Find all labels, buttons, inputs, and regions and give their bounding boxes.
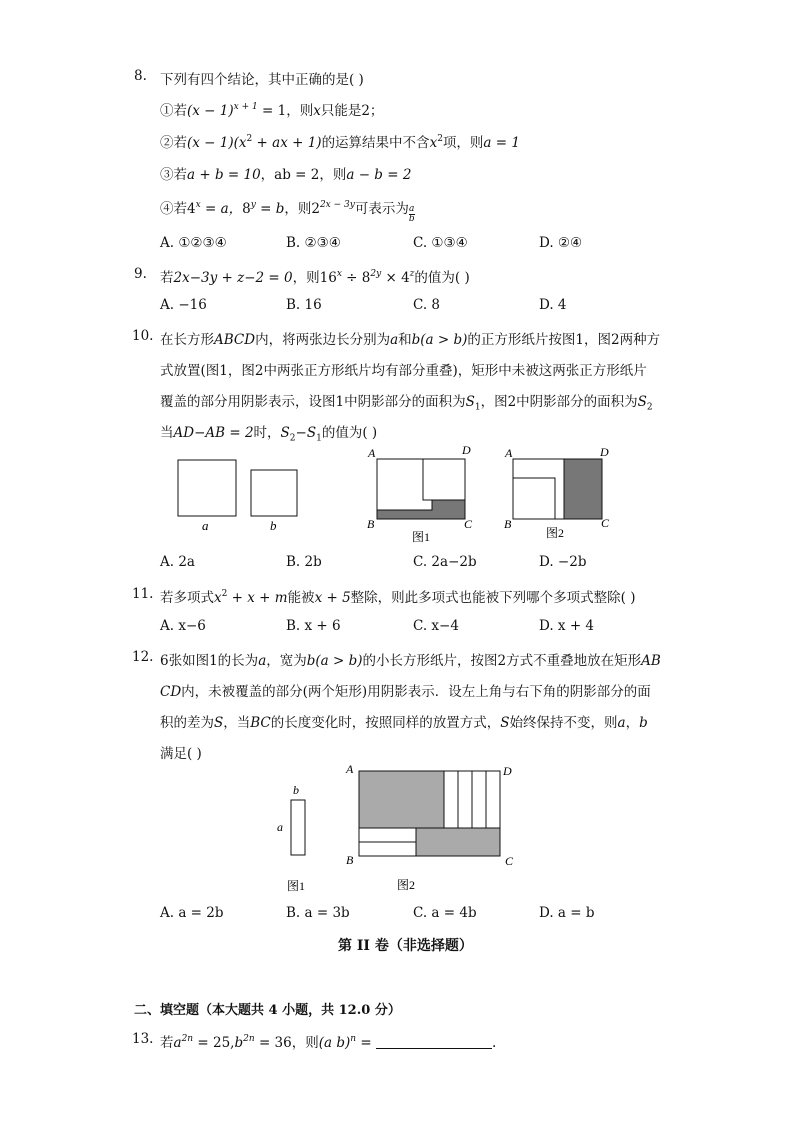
q12-fig2-caption: 图2: [397, 878, 416, 892]
q12-line-3: 积的差为S，当BC的长度变化时，按照同样的放置方式，S始终保持不变，则a，b: [160, 715, 648, 731]
q12-line-1: 6张如图1的长为a，宽为b(a > b)的小长方形纸片，按图2方式不重叠地放在矩形AB: [160, 653, 661, 669]
svg-text:D: D: [600, 445, 609, 459]
svg-text:A: A: [368, 446, 376, 460]
q9-option-c[interactable]: C. 8: [413, 297, 441, 313]
q10-option-d[interactable]: D. −2b: [539, 554, 587, 570]
q8-statement-2: ②若$(x - 1)(x^2$ + ax + 1)的运算结果中不含$x^2$项，则a = 1: [160, 134, 520, 151]
q10-line-2: 式放置(图1，图2中两张正方形纸片均有部分重叠)，矩形中未被这两张正方形纸片: [160, 363, 647, 379]
q10-label-b: b: [270, 518, 277, 533]
svg-text:C: C: [601, 516, 610, 530]
q10-fig1-caption: 图1: [412, 530, 431, 544]
svg-text:D: D: [462, 443, 471, 457]
q12-option-d[interactable]: D. a = b: [539, 905, 595, 921]
q9-number: 9.: [134, 266, 147, 282]
q13-number: 13.: [132, 1031, 154, 1047]
q8-option-d[interactable]: D. ②④: [539, 235, 583, 251]
part2-heading: 二、填空题（本大题共 4 小题，共 12.0 分）: [134, 1003, 401, 1018]
q12-small-rect: [291, 800, 305, 855]
q12-number: 12.: [132, 649, 154, 665]
q12-option-a[interactable]: A. a = 2b: [160, 905, 224, 921]
q12-fig2-shade-top-left: [359, 771, 444, 828]
q9-option-a[interactable]: A. −16: [160, 297, 207, 313]
q10-number: 10.: [132, 328, 154, 344]
q9-option-b[interactable]: B. 16: [286, 297, 322, 313]
q11-option-c[interactable]: C. x−4: [413, 618, 459, 634]
q12-fig1-caption: 图1: [287, 879, 306, 893]
q12-option-c[interactable]: C. a = 4b: [413, 905, 477, 921]
svg-text:C: C: [464, 517, 473, 531]
svg-text:B: B: [346, 853, 354, 867]
q12-option-b[interactable]: B. a = 3b: [286, 905, 350, 921]
q10-line-3: 覆盖的部分用阴影表示，设图1中阴影部分的面积为$S_1$，图2中阴影部分的面积为$S_2$: [160, 394, 653, 413]
q9-option-d[interactable]: D. 4: [539, 297, 567, 313]
q12-fig2: [345, 762, 514, 868]
q10-label-a: a: [202, 518, 209, 533]
q12-fig2-shade-bottom-right: [416, 828, 500, 856]
q10-option-a[interactable]: A. 2a: [160, 554, 195, 570]
q13-stem: 若$a^{2n} = 25,b^{2n} = 36$，则(a b)$^n$ = .: [160, 1034, 497, 1051]
q13-answer-blank[interactable]: [376, 1036, 492, 1049]
q11-number: 11.: [132, 586, 154, 602]
q9-stem: 若2x−3y + z−2 = 0，则$16^x \div 8^{2y} \times 4^z$的值为( ): [160, 269, 470, 286]
q10-fig2-caption: 图2: [546, 526, 565, 540]
q11-option-a[interactable]: A. x−6: [160, 618, 206, 634]
svg-text:B: B: [367, 517, 375, 531]
q10-line-1: 在长方形ABCD内，将两张边长分别为a和b(a > b)的正方形纸片按图1，图2两种方: [160, 332, 661, 348]
q11-option-d[interactable]: D. x + 4: [539, 618, 595, 634]
svg-text:B: B: [504, 517, 512, 531]
q10-option-b[interactable]: B. 2b: [286, 554, 322, 570]
svg-text:A: A: [346, 762, 354, 776]
q8-statement-1: ①若$(x - 1)^{x + 1} = 1$，则x只能是2；: [160, 102, 384, 119]
svg-text:a: a: [277, 820, 283, 834]
q8-option-b[interactable]: B. ②③④: [286, 235, 341, 251]
svg-text:b: b: [293, 783, 299, 797]
q10-line-4: 当AD−AB = 2时，$S_2-S_1$的值为( ): [160, 425, 378, 444]
q12-line-4: 满足( ): [160, 746, 202, 762]
q12-line-2: CD内，未被覆盖的部分(两个矩形)用阴影表示．设左上角与右下角的阴影部分的面: [160, 684, 651, 700]
svg-text:D: D: [503, 764, 512, 778]
svg-text:C: C: [505, 854, 514, 868]
q8-option-c[interactable]: C. ①③④: [413, 235, 468, 251]
q11-stem: 若多项式$x^2 + x + m$能被x + 5整除，则此多项式也能被下列哪个多项式整除( ): [160, 589, 636, 606]
q8-stem: 下列有四个结论，其中正确的是( ): [160, 72, 364, 88]
q8-fraction: $\frac{a}{b}$: [408, 204, 415, 224]
section2-title: 第 II 卷（非选择题）: [338, 938, 473, 954]
q8-option-a[interactable]: A. ①②③④: [160, 235, 227, 251]
q11-option-b[interactable]: B. x + 6: [286, 618, 341, 634]
q10-option-c[interactable]: C. 2a−2b: [413, 554, 477, 570]
svg-text:A: A: [505, 446, 513, 460]
q8-statement-3: ③若a + b = 10，ab = 2，则a − b = 2: [160, 167, 412, 183]
q8-statement-4: ④若$4^x = a$，$8^y = b$，则$2^{2x - 3y}$可表示为$\frac{a}{b}$: [160, 200, 415, 224]
q8-number: 8.: [134, 68, 147, 84]
